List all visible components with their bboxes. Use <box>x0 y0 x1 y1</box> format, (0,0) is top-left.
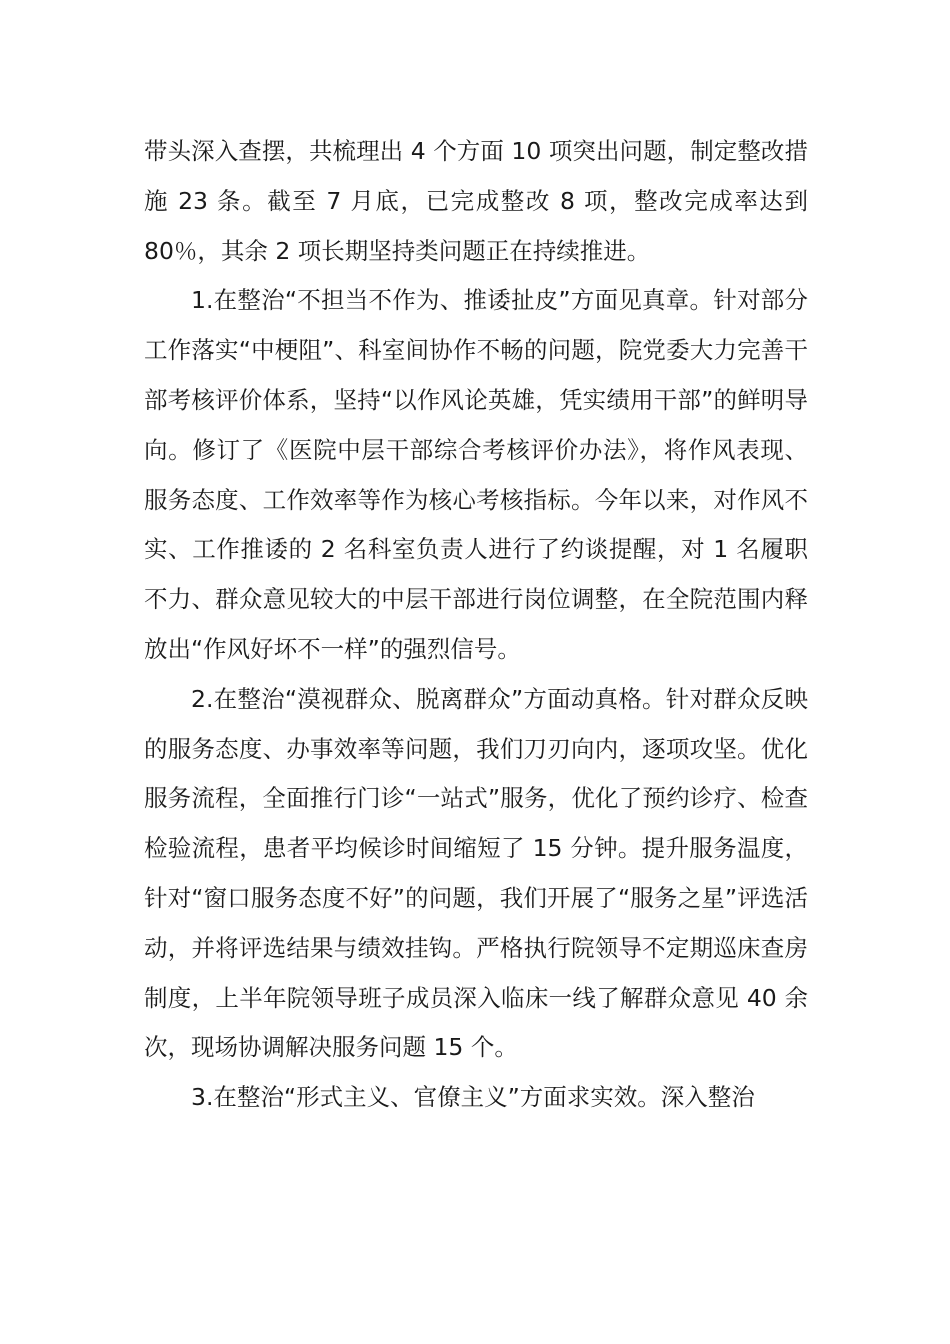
paragraph-item-3: 3.在整治“形式主义、官僚主义”方面求实效。深入整治 <box>191 1083 755 1112</box>
document-body <box>144 127 808 1123</box>
paragraph-continuation: 带头深入查摆，共梳理出 4 个方面 10 项突出问题，制定整改措施 23 条。截至 7 月底，已完成整改 8 项，整改完成率达到 80％，其余 2 项长期坚持类问题正在持续推进。 <box>144 137 808 265</box>
paragraph-item-2: 2.在整治“漠视群众、脱离群众”方面动真格。针对群众反映的服务态度、办事效率等问题，我们刀刃向内，逐项攻坚。优化服务流程，全面推行门诊“一站式”服务，优化了预约诊疗、检查检验流程，患者平均候诊时间缩短了 15 分钟。提升服务温度，针对“窗口服务态度不好”的问题，我们开展了“服务之星”评选活动，并将评选结果与绩效挂钩。严格执行院领导不定期巡床查房制度，上半年院领导班子成员深入临床一线了解群众意见 40 余次，现场协调解决服务问题 15 个。 <box>144 684 808 1062</box>
paragraph-item-1: 1.在整治“不担当不作为、推诿扯皮”方面见真章。针对部分工作落实“中梗阻”、科室间协作不畅的问题，院党委大力完善干部考核评价体系，坚持“以作风论英雄，凭实绩用干部”的鲜明导向。修订了《医院中层干部综合考核评价办法》，将作风表现、服务态度、工作效率等作为核心考核指标。今年以来，对作风不实、工作推诿的 2 名科室负责人进行了约谈提醒，对 1 名履职不力、群众意见较大的中层干部进行岗位调整，在全院范围内释放出“作风好坏不一样”的强烈信号。 <box>144 286 808 663</box>
